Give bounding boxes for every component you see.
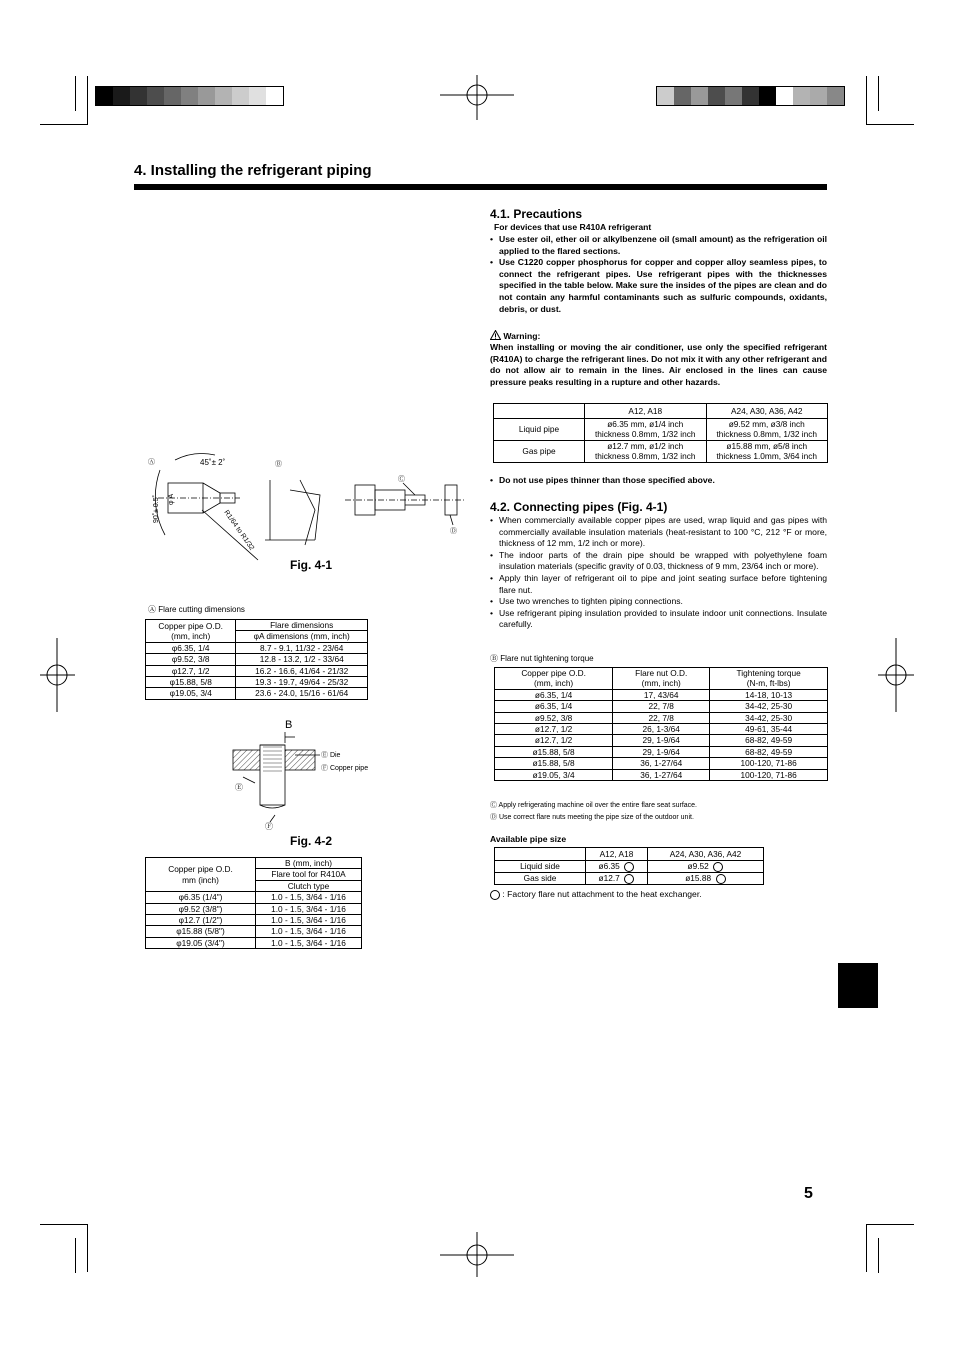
fig-4-2-label: Fig. 4-2 [290, 834, 333, 848]
table-cell: ø12.7, 1/2 [495, 724, 613, 735]
table-cell: φ15.88 (5/8") [146, 926, 256, 937]
circle-icon [716, 874, 726, 884]
fig-label-c: Ⓒ [398, 476, 405, 483]
table-cell: 8.7 - 9.1, 11/32 - 23/64 [236, 642, 368, 653]
warning-text: When installing or moving the air conditioner, use only the specified refrigerant (R410A) to charge the refrigerant lines. Do not mix it with any other refrigerant and do not allow air to remain in the lines. Air enclosed in the lines can cause pressure peaks resulting in a rupture and other hazards. [490, 342, 827, 387]
connecting-heading: 4.2. Connecting pipes (Fig. 4-1) [490, 500, 668, 514]
warning-label-row [490, 330, 540, 343]
page-number: 5 [804, 1185, 813, 1202]
table-cell: 34-42, 25-30 [710, 712, 828, 723]
cell-line: ø9.52 mm, ø3/8 inch [728, 419, 805, 429]
table-cell: 1.0 - 1.5, 3/64 - 1/16 [256, 892, 362, 903]
table-cell: φ12.7, 1/2 [146, 665, 236, 676]
circle-icon [713, 862, 723, 872]
table-cell: φ6.35, 1/4 [146, 642, 236, 653]
flare-dims-table [145, 619, 368, 700]
list-item: • Use ester oil, ether oil or alkylbenzene oil (small amount) as the refrigeration oil applied to the flared sections. [490, 234, 827, 257]
list-item: • Use two wrenches to tighten piping connections. [490, 596, 827, 608]
table-cell: B (mm, inch) [256, 858, 362, 869]
table-cell: φ15.88, 5/8 [146, 677, 236, 688]
cell-line: thickness 0.8mm, 1/32 inch [594, 451, 696, 462]
table-cell [585, 419, 707, 441]
table-cell: φ19.05 (3/4") [146, 937, 256, 948]
table-cell: ø9.52, 3/8 [495, 712, 613, 723]
fig2-b-label: B [285, 719, 293, 731]
fig2-f-marker: Ⓕ [265, 822, 273, 830]
flare-angle2-label: 90˚± 0.5˚ [153, 495, 160, 523]
precautions-heading: 4.1. Precautions [490, 207, 583, 221]
cell-line: thickness 1.0mm, 3/64 inch [716, 451, 818, 462]
available-heading: Available pipe size [490, 834, 567, 844]
table-cell: 22, 7/8 [613, 701, 710, 712]
thickness-note [490, 475, 827, 487]
table-cell: A24, A30, A36, A42 [706, 404, 828, 419]
fig-4-2-drawing [225, 715, 385, 830]
list-item: • Apply thin layer of refrigerant oil to pipe and joint seating surface before tightening flare nut. [490, 573, 827, 596]
fig2-e-marker: Ⓔ [235, 783, 243, 792]
warning-label: Warning: [503, 331, 541, 341]
table-cell: φ12.7 (1/2") [146, 915, 256, 926]
table-cell: Liquid pipe [494, 419, 585, 441]
phi-a-label: φ A [168, 493, 175, 505]
torque-table [494, 667, 828, 781]
table-cell: Gas side [495, 872, 586, 884]
table-cell: φA dimensions (mm, inch) [236, 631, 368, 642]
cell-line: thickness 0.8mm, 1/32 inch [716, 429, 818, 440]
fig2-die-label: Ⓔ Die [321, 752, 341, 759]
radius-label: R1/64 to R1/32 [222, 509, 256, 552]
table-cell: 1.0 - 1.5, 3/64 - 1/16 [256, 926, 362, 937]
table-cell [494, 404, 585, 419]
torque-note-d: Ⓓ Use correct flare nuts meeting the pipe size of the outdoor unit. [490, 814, 694, 821]
fig-label-b: Ⓑ [275, 461, 282, 468]
table-cell: ø15.88, 5/8 [495, 758, 613, 769]
section-title: 4. Installing the refrigerant piping [134, 162, 372, 179]
pipe-thickness-table [493, 403, 828, 463]
table-cell: ø6.35 [586, 861, 648, 873]
color-bar-right [656, 86, 845, 106]
table-cell: φ19.05, 3/4 [146, 688, 236, 699]
table-cell: Clutch type [256, 880, 362, 891]
table-cell: Copper pipe O.D. (mm, inch) [495, 668, 613, 690]
table-cell: 100-120, 71-86 [710, 758, 828, 769]
table-cell: Copper pipe O.D. (mm, inch) [146, 620, 236, 643]
table-cell: 100-120, 71-86 [710, 769, 828, 780]
circle-icon [490, 890, 500, 900]
section-tab [838, 963, 878, 1008]
color-bar-left [95, 86, 284, 106]
table-cell: φ9.52 (3/8") [146, 903, 256, 914]
available-footnote-row [490, 889, 702, 901]
torque-note-c: Ⓒ Apply refrigerating machine oil over the entire flare seat surface. [490, 802, 697, 809]
table-cell: Tightening torque (N-m, ft-lbs) [710, 668, 828, 690]
table-cell: A12, A18 [585, 404, 707, 419]
table-cell [585, 440, 707, 462]
b-dimension-table [145, 857, 362, 949]
table-cell: 14-18, 10-13 [710, 689, 828, 700]
precautions-subheading: For devices that use R410A refrigerant [494, 222, 652, 232]
connecting-list [490, 515, 827, 631]
list-item: • Use refrigerant piping insulation provided to insulate indoor unit connections. Insulate carefully. [490, 608, 827, 631]
table-cell: 19.3 - 19.7, 49/64 - 25/32 [236, 677, 368, 688]
table-cell: ø9.52 [647, 861, 763, 873]
table-cell: 68-82, 49-59 [710, 735, 828, 746]
table-cell: 29, 1-9/64 [613, 735, 710, 746]
table-cell [495, 848, 586, 861]
table-cell: 36, 1-27/64 [613, 758, 710, 769]
circle-icon [624, 874, 634, 884]
circle-icon [624, 862, 634, 872]
cell-line: ø6.35 mm, ø1/4 inch [607, 419, 684, 429]
table-cell: Flare tool for R410A [256, 869, 362, 880]
table-cell: 1.0 - 1.5, 3/64 - 1/16 [256, 937, 362, 948]
table-cell: ø15.88 [647, 872, 763, 884]
table-cell: ø12.7, 1/2 [495, 735, 613, 746]
table-cell: 34-42, 25-30 [710, 701, 828, 712]
cell-line: thickness 0.8mm, 1/32 inch [594, 429, 696, 440]
list-item: • Do not use pipes thinner than those specified above. [490, 475, 827, 487]
table-cell: 23.6 - 24.0, 15/16 - 61/64 [236, 688, 368, 699]
table-cell: 49-61, 35-44 [710, 724, 828, 735]
fig2-copper-pipe-label: Ⓕ Copper pipe [321, 765, 369, 772]
fig-label-d: Ⓓ [450, 528, 457, 535]
table-cell: 22, 7/8 [613, 712, 710, 723]
flare-dims-caption: Ⓐ Flare cutting dimensions [148, 605, 245, 614]
warning-triangle-icon [490, 330, 501, 340]
table-cell: ø19.05, 3/4 [495, 769, 613, 780]
fig-4-1-label: Fig. 4-1 [290, 558, 333, 572]
table-cell: Copper pipe O.D. mm (inch) [146, 858, 256, 892]
table-cell: φ6.35 (1/4") [146, 892, 256, 903]
table-cell: 68-82, 49-59 [710, 746, 828, 757]
table-cell: Gas pipe [494, 440, 585, 462]
table-cell: ø15.88, 5/8 [495, 746, 613, 757]
table-cell: A24, A30, A36, A42 [647, 848, 763, 861]
table-cell: ø12.7 [586, 872, 648, 884]
table-cell: 29, 1-9/64 [613, 746, 710, 757]
table-cell [706, 440, 828, 462]
table-cell: ø6.35, 1/4 [495, 701, 613, 712]
cell-line: ø15.88 mm, ø5/8 inch [726, 440, 808, 451]
flare-angle-label: 45˚± 2˚ [200, 458, 226, 467]
table-cell: Liquid side [495, 861, 586, 873]
list-item: • When commercially available copper pipes are used, wrap liquid and gas pipes with commercially available insulation materials (heat-resistant to 100 °C, 212 °F or more, thickness of 12 mm, 1/2 inch or more). [490, 515, 827, 550]
table-cell: 1.0 - 1.5, 3/64 - 1/16 [256, 915, 362, 926]
table-cell [706, 419, 828, 441]
table-cell: 26, 1-3/64 [613, 724, 710, 735]
available-footnote: : Factory flare nut attachment to the heat exchanger. [502, 889, 702, 899]
table-cell: 12.8 - 13.2, 1/2 - 33/64 [236, 654, 368, 665]
list-item: • Use C1220 copper phosphorus for copper and copper alloy seamless pipes, to connect the refrigerant pipes. Use refrigerant pipes with the thicknesses specified in the table below. Make sure the insides of the pipes are clean and do not contain any harmful contaminants such as sulfuric compounds, oxidants, debris, or dust. [490, 257, 827, 315]
torque-caption: Ⓑ Flare nut tightening torque [490, 654, 594, 663]
table-cell: 16.2 - 16.6, 41/64 - 21/32 [236, 665, 368, 676]
list-item: • The indoor parts of the drain pipe should be wrapped with polyethylene foam insulation materials (specific gravity of 0.03, thickness of 9 mm, 23/64 inch or more). [490, 550, 827, 573]
table-cell: φ9.52, 3/8 [146, 654, 236, 665]
fig-label-a: Ⓐ [148, 459, 155, 466]
cell-line: ø12.7 mm, ø1/2 inch [607, 440, 684, 451]
fig-4-1-drawing [140, 450, 470, 575]
table-cell: 1.0 - 1.5, 3/64 - 1/16 [256, 903, 362, 914]
title-rule [134, 184, 827, 190]
table-cell: ø6.35, 1/4 [495, 689, 613, 700]
available-pipe-table [494, 847, 764, 885]
table-cell: 17, 43/64 [613, 689, 710, 700]
precautions-list [490, 234, 827, 315]
table-cell: Flare nut O.D. (mm, inch) [613, 668, 710, 690]
table-cell: Flare dimensions [236, 620, 368, 631]
table-cell: A12, A18 [586, 848, 648, 861]
table-cell: 36, 1-27/64 [613, 769, 710, 780]
